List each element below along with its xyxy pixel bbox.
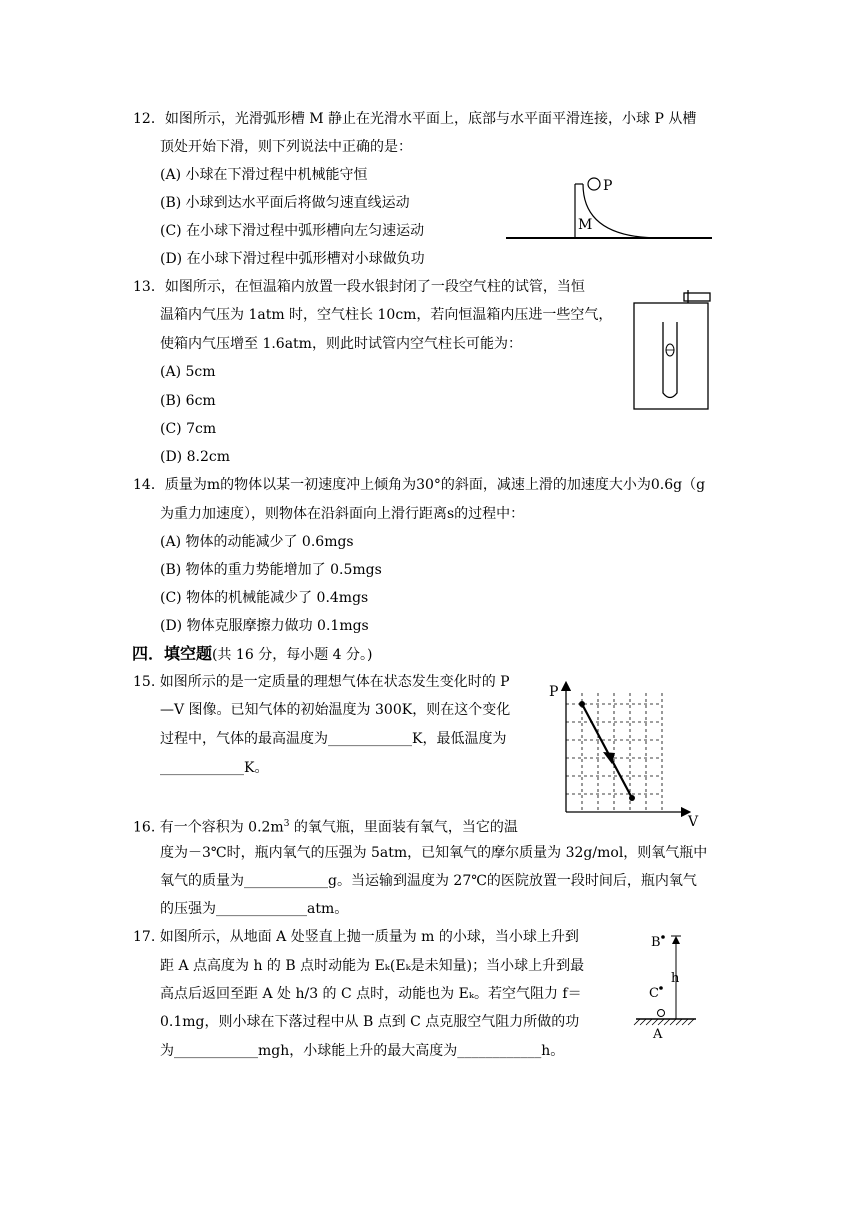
q12-option-c: (C) 在小球下滑过程中弧形槽向左匀速运动 <box>160 223 425 239</box>
q17-point-b <box>661 935 665 939</box>
q15-process-arrow <box>603 752 615 764</box>
q13-option-c: (C) 7cm <box>160 421 217 437</box>
q15-stem-line-4: ____________K。 <box>160 760 269 776</box>
q17-label-c: C <box>649 986 659 1001</box>
q14-stem-line-1: 14．质量为m的物体以某一初速度冲上倾角为30°的斜面，减速上滑的加速度大小为0.6g（g <box>133 477 706 493</box>
q17-label-a: A <box>653 1027 663 1042</box>
q13-option-b: (B) 6cm <box>160 393 216 409</box>
q15-p-axis-label: P <box>549 684 559 700</box>
q13-stem-line-2: 温箱内气压为 1atm 时，空气柱长 10cm，若向恒温箱内压进一些空气， <box>160 307 613 323</box>
q16-stem-line-4: 的压强为_____________atm。 <box>160 901 349 917</box>
q15-stem-line-1: 15. 如图所示的是一定质量的理想气体在状态发生变化时的 P <box>133 674 510 690</box>
q17-stem-line-4: 0.1mg，则小球在下落过程中从 B 点到 C 点克服空气阻力所做的功 <box>160 1014 580 1030</box>
q16-stem-line-3: 氧气的质量为____________g。当运输到温度为 27℃的医院放置一段时间后，瓶内氧气 <box>160 873 697 889</box>
q12-label-m: M <box>578 217 593 233</box>
q17-stem-line-2: 距 A 点高度为 h 的 B 点时动能为 Eₖ(Eₖ是未知量)；当小球上升到最 <box>160 958 585 974</box>
q12-stem-line-2: 顶处开始下滑，则下列说法中正确的是： <box>160 139 412 155</box>
q17-ball <box>658 1010 665 1017</box>
q16-superscript: 3 <box>283 819 290 829</box>
q16-line1-part-b: 的氧气瓶，里面装有氧气，当它的温 <box>289 819 518 836</box>
section-4-note: (共 16 分，每小题 4 分。) <box>212 647 373 663</box>
q17-label-h: h <box>671 971 680 986</box>
q12-arc-surface <box>583 184 660 238</box>
q12-option-a: (A) 小球在下滑过程中机械能守恒 <box>160 167 368 183</box>
q13-box <box>634 303 708 409</box>
q14-stem-line-2: 为重力加速度），则物体在沿斜面向上滑行距离s的过程中： <box>160 506 525 522</box>
q13-option-d: (D) 8.2cm <box>160 449 230 465</box>
q17-stem-line-3: 高点后返回至距 A 处 h/3 的 C 点时，动能也为 Eₖ。若空气阻力 f＝ <box>160 986 582 1002</box>
q14-option-a: (A) 物体的动能减少了 0.6mgs <box>160 534 354 550</box>
q17-ground-hatch <box>634 1019 694 1025</box>
q15-start-point <box>579 701 585 707</box>
q12-stem-line-1: 12．如图所示，光滑弧形槽 M 静止在光滑水平面上，底部与水平面平滑连接，小球 P 从槽 <box>133 111 697 127</box>
q16-stem-line-2: 度为－3℃时，瓶内氧气的压强为 5atm，已知氧气的摩尔质量为 32g/mol，则氧气瓶中 <box>160 845 708 861</box>
q12-option-d: (D) 在小球下滑过程中弧形槽对小球做负功 <box>160 251 425 267</box>
q16-line1-part-a: 16. 有一个容积为 0.2m <box>133 819 284 836</box>
q17-point-c <box>659 986 663 990</box>
q13-stem-line-3: 使箱内气压增至 1.6atm，则此时试管内空气柱长可能为： <box>160 336 522 352</box>
q14-option-d: (D) 物体克服摩擦力做功 0.1mgs <box>160 618 369 634</box>
section-4-heading <box>132 643 372 666</box>
q13-mercury-column <box>666 344 674 356</box>
q16-stem-line-1 <box>133 814 518 838</box>
q14-option-b: (B) 物体的重力势能增加了 0.5mgs <box>160 562 382 578</box>
q15-process-line <box>582 704 632 798</box>
q12-option-b: (B) 小球到达水平面后将做匀速直线运动 <box>160 195 410 211</box>
q17-label-b: B <box>651 935 661 950</box>
q15-stem-line-3: 过程中，气体的最高温度为____________K，最低温度为 <box>160 731 507 747</box>
q12-label-p: P <box>603 178 613 194</box>
q13-stem-line-1: 13．如图所示，在恒温箱内放置一段水银封闭了一段空气柱的试管，当恒 <box>133 279 585 295</box>
q12-ball-p <box>588 178 600 190</box>
q13-option-a: (A) 5cm <box>160 364 216 380</box>
q17-stem-line-5: 为____________mgh，小球能上升的最大高度为____________h。 <box>160 1043 565 1059</box>
q15-stem-line-2: —V 图像。已知气体的初始温度为 300K，则在这个变化 <box>160 702 511 718</box>
q13-valve <box>684 293 710 301</box>
q13-test-tube <box>663 322 677 398</box>
q14-option-c: (C) 物体的机械能减少了 0.4mgs <box>160 590 369 606</box>
q15-v-axis-label: V <box>688 814 699 830</box>
q17-stem-line-1: 17. 如图所示，从地面 A 处竖直上抛一质量为 m 的小球，当小球上升到 <box>133 929 579 945</box>
section-4-title: 四．填空题 <box>132 644 213 663</box>
q15-end-point <box>629 795 635 801</box>
q15-dashed-grid <box>566 693 662 812</box>
